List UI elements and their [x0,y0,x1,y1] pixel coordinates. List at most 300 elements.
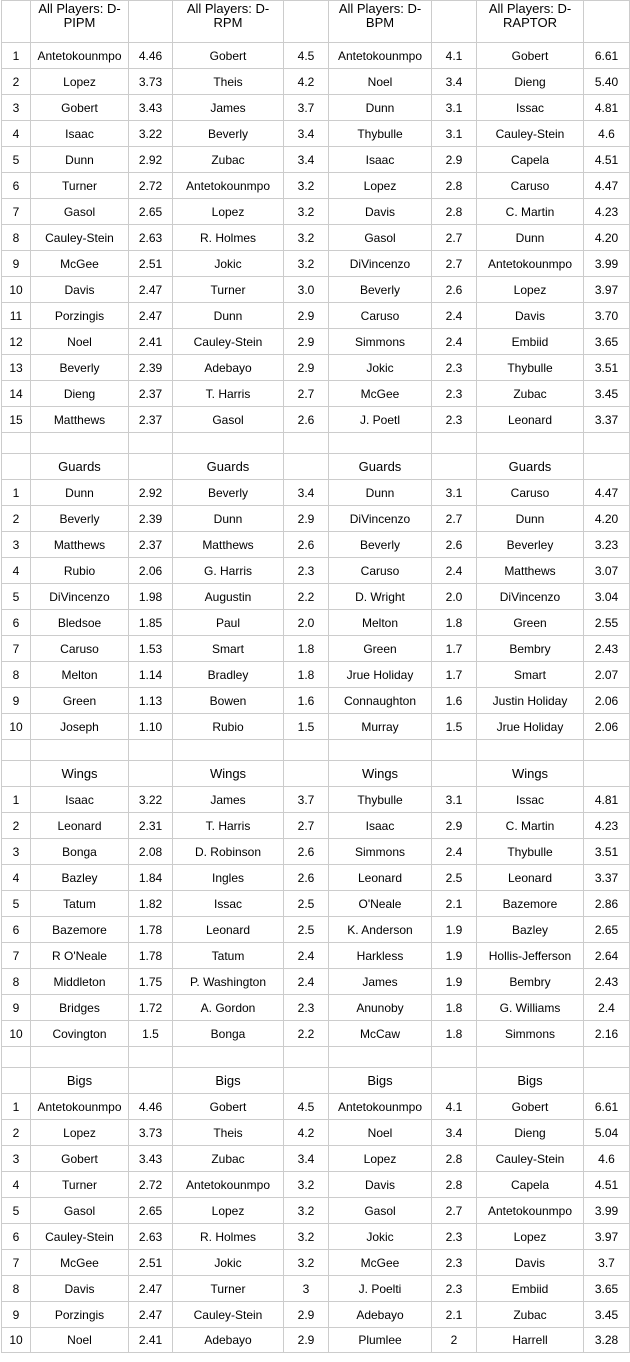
player-name-cell: Green [329,636,432,662]
metric-value-cell: 2.2 [284,584,329,610]
spacer-cell [477,433,584,454]
metric-value-cell: 4.46 [129,43,173,69]
player-name-cell: Gobert [477,1094,584,1120]
metric-value-cell: 2.6 [284,407,329,433]
metric-value-cell: 1.5 [432,714,477,740]
metric-value-cell: 1.8 [432,1021,477,1047]
header-rank-blank [2,1,31,43]
player-name-cell: Gobert [173,43,284,69]
metric-value-cell: 1.8 [284,636,329,662]
player-name-cell: Bowen [173,688,284,714]
player-name-cell: Lopez [477,277,584,303]
metric-value-cell: 2.9 [284,329,329,355]
player-name-cell: Lopez [173,1198,284,1224]
player-name-cell: Antetokounmpo [329,1094,432,1120]
spacer-cell [432,1047,477,1068]
table-row [2,95,630,121]
metric-value-cell: 3.22 [129,787,173,813]
metric-value-cell: 4.20 [584,506,630,532]
spacer-cell [432,433,477,454]
guards-column-header: Guards [173,454,284,480]
player-name-cell: Tatum [31,891,129,917]
spacer-cell [2,740,31,761]
header-value-blank [432,761,477,787]
rank-cell: 6 [2,917,31,943]
rankings-table [1,0,630,1353]
header-value-blank [129,454,173,480]
metric-value-cell: 2.3 [432,1276,477,1302]
metric-value-cell: 2.8 [432,1172,477,1198]
table-row [2,480,630,506]
spacer-cell [584,740,630,761]
spacer-cell [477,740,584,761]
player-name-cell: Middleton [31,969,129,995]
metric-value-cell: 3.4 [284,1146,329,1172]
spacer-cell [329,740,432,761]
metric-value-cell: 2.9 [284,303,329,329]
metric-value-cell: 2.63 [129,1224,173,1250]
metric-value-cell: 2.3 [432,1250,477,1276]
bigs-column-header: Bigs [477,1068,584,1094]
rank-cell: 13 [2,355,31,381]
header-rank-blank [2,1068,31,1094]
metric-value-cell: 2.8 [432,1146,477,1172]
header-value-blank [432,454,477,480]
metric-value-cell: 4.2 [284,1120,329,1146]
player-name-cell: Smart [477,662,584,688]
spacer-row [2,1047,630,1068]
wings-column-header: Wings [173,761,284,787]
player-name-cell: Murray [329,714,432,740]
player-name-cell: Simmons [477,1021,584,1047]
player-name-cell: Dunn [477,506,584,532]
player-name-cell: Matthews [31,407,129,433]
metric-value-cell: 3.4 [284,480,329,506]
metric-value-cell: 2.06 [584,714,630,740]
metric-value-cell: 2.0 [284,610,329,636]
metric-value-cell: 2.3 [284,995,329,1021]
player-name-cell: DiVincenzo [329,506,432,532]
rank-cell: 7 [2,943,31,969]
metric-value-cell: 1.72 [129,995,173,1021]
player-name-cell: Beverly [31,355,129,381]
player-name-cell: Leonard [477,865,584,891]
metric-value-cell: 1.78 [129,943,173,969]
metric-value-cell: 2.72 [129,173,173,199]
spacer-cell [2,1047,31,1068]
spacer-cell [31,1047,129,1068]
metric-value-cell: 2 [432,1328,477,1353]
player-name-cell: Beverly [329,532,432,558]
table-row [2,584,630,610]
metric-value-cell: 2.4 [584,995,630,1021]
player-name-cell: Lopez [31,69,129,95]
metric-value-cell: 1.75 [129,969,173,995]
player-name-cell: Beverly [173,121,284,147]
player-name-cell: Theis [173,69,284,95]
metric-value-cell: 2.9 [284,355,329,381]
player-name-cell: Bonga [31,839,129,865]
metric-value-cell: 1.84 [129,865,173,891]
metric-value-cell: 5.40 [584,69,630,95]
metric-value-cell: 1.14 [129,662,173,688]
player-name-cell: Connaughton [329,688,432,714]
metric-value-cell: 2.4 [432,558,477,584]
rank-cell: 4 [2,1172,31,1198]
table-row [2,329,630,355]
wings-header-row [2,761,630,787]
header-value-blank [284,1,329,43]
rank-cell: 2 [2,813,31,839]
player-name-cell: Zubac [173,147,284,173]
player-name-cell: Davis [31,277,129,303]
table-row [2,787,630,813]
player-name-cell: K. Anderson [329,917,432,943]
table-row [2,813,630,839]
metric-value-cell: 4.51 [584,1172,630,1198]
player-name-cell: Lopez [173,199,284,225]
header-value-blank [584,761,630,787]
metric-value-cell: 1.9 [432,969,477,995]
player-name-cell: Gobert [173,1094,284,1120]
all-players-column-header: All Players: D-RPM [173,1,284,43]
player-name-cell: C. Martin [477,199,584,225]
metric-value-cell: 2.72 [129,1172,173,1198]
table-row [2,1172,630,1198]
rank-cell: 5 [2,147,31,173]
metric-value-cell: 3.43 [129,95,173,121]
metric-value-cell: 4.1 [432,1094,477,1120]
metric-value-cell: 3.1 [432,480,477,506]
metric-value-cell: 3.73 [129,1120,173,1146]
spacer-cell [173,740,284,761]
metric-value-cell: 2.47 [129,1302,173,1328]
rank-cell: 2 [2,1120,31,1146]
rank-cell: 1 [2,480,31,506]
player-name-cell: Gasol [329,225,432,251]
player-name-cell: Dunn [173,303,284,329]
player-name-cell: Lopez [329,173,432,199]
metric-value-cell: 4.23 [584,813,630,839]
player-name-cell: Adebayo [173,355,284,381]
metric-value-cell: 3.37 [584,407,630,433]
metric-value-cell: 2.37 [129,532,173,558]
metric-value-cell: 1.13 [129,688,173,714]
player-name-cell: Dunn [329,95,432,121]
spacer-cell [129,740,173,761]
metric-value-cell: 2.51 [129,1250,173,1276]
player-name-cell: Antetokounmpo [173,173,284,199]
player-name-cell: Cauley-Stein [173,329,284,355]
player-name-cell: Adebayo [329,1302,432,1328]
metric-value-cell: 3.23 [584,532,630,558]
player-name-cell: Thybulle [329,787,432,813]
metric-value-cell: 1.82 [129,891,173,917]
metric-value-cell: 3.2 [284,199,329,225]
metric-value-cell: 1.7 [432,662,477,688]
player-name-cell: Caruso [329,558,432,584]
metric-value-cell: 2.0 [432,584,477,610]
rank-cell: 12 [2,329,31,355]
metric-value-cell: 4.47 [584,173,630,199]
player-name-cell: Bazemore [31,917,129,943]
spacer-cell [31,740,129,761]
metric-value-cell: 5.04 [584,1120,630,1146]
player-name-cell: DiVincenzo [477,584,584,610]
table-row [2,407,630,433]
player-name-cell: P. Washington [173,969,284,995]
player-name-cell: James [329,969,432,995]
player-name-cell: Isaac [329,147,432,173]
player-name-cell: Tatum [173,943,284,969]
player-name-cell: Ingles [173,865,284,891]
metric-value-cell: 3.73 [129,69,173,95]
player-name-cell: Antetokounmpo [31,1094,129,1120]
metric-value-cell: 2.64 [584,943,630,969]
metric-value-cell: 2.9 [284,1328,329,1353]
rank-cell: 4 [2,121,31,147]
metric-value-cell: 2.47 [129,303,173,329]
player-name-cell: Gasol [329,1198,432,1224]
table-row [2,1021,630,1047]
metric-value-cell: 1.85 [129,610,173,636]
rank-cell: 3 [2,1146,31,1172]
rank-cell: 8 [2,969,31,995]
metric-value-cell: 2.9 [284,506,329,532]
table-row [2,225,630,251]
rank-cell: 4 [2,865,31,891]
metric-value-cell: 3.1 [432,121,477,147]
rank-cell: 5 [2,584,31,610]
player-name-cell: Turner [31,1172,129,1198]
rank-cell: 5 [2,891,31,917]
table-row [2,303,630,329]
metric-value-cell: 3.1 [432,95,477,121]
rank-cell: 8 [2,662,31,688]
player-name-cell: McGee [329,381,432,407]
metric-value-cell: 2.51 [129,251,173,277]
player-name-cell: Simmons [329,839,432,865]
player-name-cell: Adebayo [173,1328,284,1353]
player-name-cell: Thybulle [477,355,584,381]
metric-value-cell: 3.70 [584,303,630,329]
metric-value-cell: 1.7 [432,636,477,662]
player-name-cell: McGee [329,1250,432,1276]
player-name-cell: Embiid [477,1276,584,1302]
guards-column-header: Guards [329,454,432,480]
metric-value-cell: 2.43 [584,969,630,995]
player-name-cell: Dieng [477,1120,584,1146]
spacer-cell [284,1047,329,1068]
metric-value-cell: 2.9 [284,1302,329,1328]
metric-value-cell: 2.3 [432,407,477,433]
player-name-cell: DiVincenzo [31,584,129,610]
player-name-cell: Turner [31,173,129,199]
metric-value-cell: 2.65 [129,199,173,225]
player-name-cell: Porzingis [31,1302,129,1328]
header-value-blank [129,1068,173,1094]
metric-value-cell: 2.8 [432,199,477,225]
metric-value-cell: 4.46 [129,1094,173,1120]
metric-value-cell: 2.7 [432,251,477,277]
metric-value-cell: 2.41 [129,1328,173,1353]
player-name-cell: D. Wright [329,584,432,610]
rank-cell: 10 [2,714,31,740]
player-name-cell: Plumlee [329,1328,432,1353]
table-row [2,199,630,225]
metric-value-cell: 2.06 [129,558,173,584]
metric-value-cell: 3.97 [584,1224,630,1250]
metric-value-cell: 3.4 [432,1120,477,1146]
rank-cell: 1 [2,1094,31,1120]
spacer-cell [129,433,173,454]
header-value-blank [284,761,329,787]
player-name-cell: Melton [31,662,129,688]
table-row [2,714,630,740]
rank-cell: 5 [2,1198,31,1224]
player-name-cell: Antetokounmpo [477,1198,584,1224]
table-row [2,1276,630,1302]
rank-cell: 11 [2,303,31,329]
player-name-cell: R. Holmes [173,225,284,251]
player-name-cell: R O'Neale [31,943,129,969]
metric-value-cell: 3.51 [584,839,630,865]
wings-column-header: Wings [329,761,432,787]
metric-value-cell: 3.0 [284,277,329,303]
player-name-cell: Beverly [173,480,284,506]
table-row [2,1328,630,1353]
metric-value-cell: 3.4 [284,121,329,147]
player-name-cell: Davis [329,199,432,225]
metric-value-cell: 2.3 [432,1224,477,1250]
all-players-column-header: All Players: D-RAPTOR [477,1,584,43]
metric-value-cell: 2.4 [432,329,477,355]
player-name-cell: Cauley-Stein [477,1146,584,1172]
spacer-cell [173,433,284,454]
metric-value-cell: 3.43 [129,1146,173,1172]
player-name-cell: D. Robinson [173,839,284,865]
metric-value-cell: 2.9 [432,147,477,173]
metric-value-cell: 1.5 [284,714,329,740]
table-body [2,1,630,1353]
player-name-cell: Bazley [477,917,584,943]
player-name-cell: Jokic [329,355,432,381]
player-name-cell: A. Gordon [173,995,284,1021]
metric-value-cell: 3.04 [584,584,630,610]
bigs-header-row [2,1068,630,1094]
metric-value-cell: 2.16 [584,1021,630,1047]
player-name-cell: Bazemore [477,891,584,917]
metric-value-cell: 1.8 [432,610,477,636]
player-name-cell: Matthews [31,532,129,558]
metric-value-cell: 3.4 [284,147,329,173]
metric-value-cell: 2.5 [284,891,329,917]
metric-value-cell: 3.07 [584,558,630,584]
player-name-cell: J. Poelti [329,1276,432,1302]
player-name-cell: Smart [173,636,284,662]
player-name-cell: Beverley [477,532,584,558]
rank-cell: 10 [2,277,31,303]
metric-value-cell: 4.20 [584,225,630,251]
player-name-cell: Davis [329,1172,432,1198]
player-name-cell: Bledsoe [31,610,129,636]
player-name-cell: Isaac [31,787,129,813]
player-name-cell: Covington [31,1021,129,1047]
metric-value-cell: 2.07 [584,662,630,688]
metric-value-cell: 2.43 [584,636,630,662]
metric-value-cell: 4.81 [584,95,630,121]
metric-value-cell: 2.5 [284,917,329,943]
metric-value-cell: 3.22 [129,121,173,147]
metric-value-cell: 2.31 [129,813,173,839]
header-value-blank [129,1,173,43]
table-row [2,69,630,95]
metric-value-cell: 3.1 [432,787,477,813]
metric-value-cell: 2.1 [432,1302,477,1328]
player-name-cell: Theis [173,1120,284,1146]
wings-column-header: Wings [477,761,584,787]
metric-value-cell: 2.5 [432,865,477,891]
player-name-cell: Thybulle [477,839,584,865]
player-name-cell: Harrell [477,1328,584,1353]
metric-value-cell: 3.97 [584,277,630,303]
player-name-cell: Dunn [31,147,129,173]
player-name-cell: Davis [477,1250,584,1276]
player-name-cell: DiVincenzo [329,251,432,277]
player-name-cell: Antetokounmpo [31,43,129,69]
metric-value-cell: 2.37 [129,407,173,433]
player-name-cell: Noel [329,1120,432,1146]
bigs-column-header: Bigs [173,1068,284,1094]
metric-value-cell: 1.8 [284,662,329,688]
metric-value-cell: 4.6 [584,121,630,147]
player-name-cell: G. Williams [477,995,584,1021]
player-name-cell: Lopez [31,1120,129,1146]
player-name-cell: Anunoby [329,995,432,1021]
metric-value-cell: 3.2 [284,1224,329,1250]
metric-value-cell: 3.4 [432,69,477,95]
header-value-blank [284,454,329,480]
metric-value-cell: 4.6 [584,1146,630,1172]
metric-value-cell: 2.4 [284,943,329,969]
spacer-cell [329,1047,432,1068]
header-value-blank [432,1068,477,1094]
metric-value-cell: 3.65 [584,1276,630,1302]
table-row [2,969,630,995]
table-row [2,610,630,636]
player-name-cell: Dunn [31,480,129,506]
player-name-cell: Noel [329,69,432,95]
rank-cell: 9 [2,1302,31,1328]
player-name-cell: Gobert [31,95,129,121]
metric-value-cell: 4.23 [584,199,630,225]
header-value-blank [284,1068,329,1094]
metric-value-cell: 3.7 [284,95,329,121]
table-row [2,1120,630,1146]
rank-cell: 3 [2,95,31,121]
spacer-row [2,433,630,454]
spacer-cell [432,740,477,761]
player-name-cell: Bembry [477,969,584,995]
player-name-cell: Gasol [31,1198,129,1224]
player-name-cell: Leonard [329,865,432,891]
metric-value-cell: 3.99 [584,251,630,277]
rank-cell: 1 [2,787,31,813]
rank-cell: 6 [2,610,31,636]
player-name-cell: Lopez [477,1224,584,1250]
player-name-cell: Jokic [173,251,284,277]
metric-value-cell: 2.6 [432,277,477,303]
